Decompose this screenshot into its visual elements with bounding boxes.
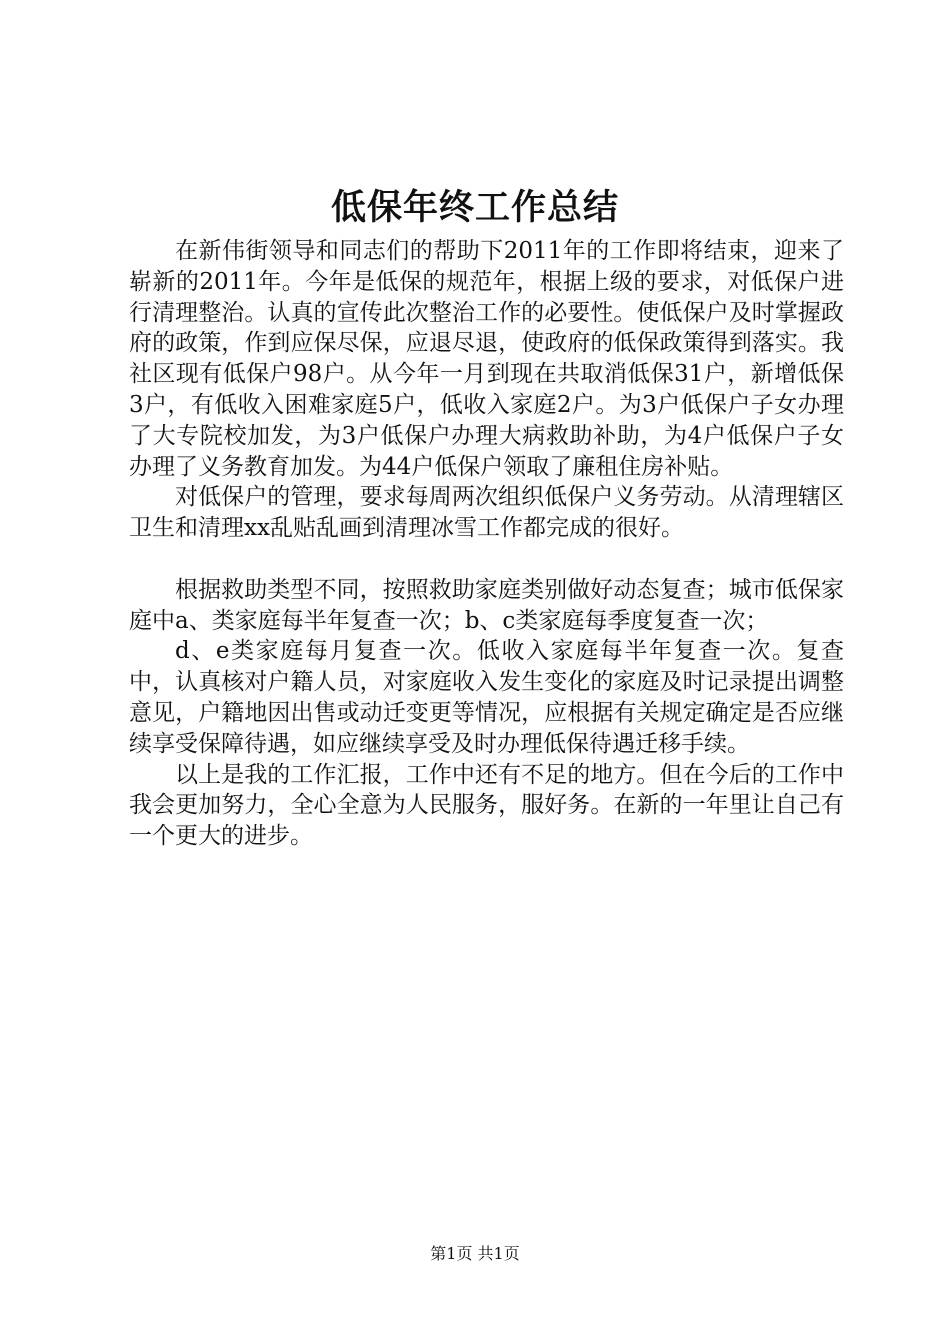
paragraph-spacer <box>129 544 844 575</box>
paragraph-review-types: 根据救助类型不同，按照救助家庭类别做好动态复查；城市低保家庭中a、类家庭每半年复查一次；b、c类家庭每季度复查一次； <box>129 576 844 634</box>
paragraph-conclusion: 以上是我的工作汇报，工作中还有不足的地方。但在今后的工作中我会更加努力，全心全意为人民服务，服好务。在新的一年里让自己有一个更大的进步。 <box>129 761 844 850</box>
paragraph-review-process: d、e类家庭每月复查一次。低收入家庭每半年复查一次。复查中，认真核对户籍人员，对家庭收入发生变化的家庭及时记录提出调整意见，户籍地因出售或动迁变更等情况，应根据有关规定确定是否应继续享受保障待遇，如应继续享受及时办理低保待遇迁移手续。 <box>129 638 844 757</box>
document-title: 低保年终工作总结 <box>330 188 619 228</box>
document-body <box>129 236 844 852</box>
paragraph-management: 对低保户的管理，要求每周两次组织低保户义务劳动。从清理辖区卫生和清理xx乱贴乱画到清理冰雪工作都完成的很好。 <box>129 484 844 542</box>
page-number-footer: 第1页 共1页 <box>430 1244 520 1263</box>
paragraph-summary: 在新伟街领导和同志们的帮助下2011年的工作即将结束，迎来了崭新的2011年。今年是低保的规范年，根据上级的要求，对低保户进行清理整治。认真的宣传此次整治工作的必要性。使低保户及时掌握政府的政策，作到应保尽保，应退尽退，使政府的低保政策得到落实。我社区现有低保户98户。从今年一月到现在共取消低保31户，新增低保3户，有低收入困难家庭5户，低收入家庭2户。为3户低保户子女办理了大专院校加发，为3户低保户办理大病救助补助，为4户低保户子女办理了义务教育加发。为44户低保户领取了廉租住房补贴。 <box>129 238 844 480</box>
